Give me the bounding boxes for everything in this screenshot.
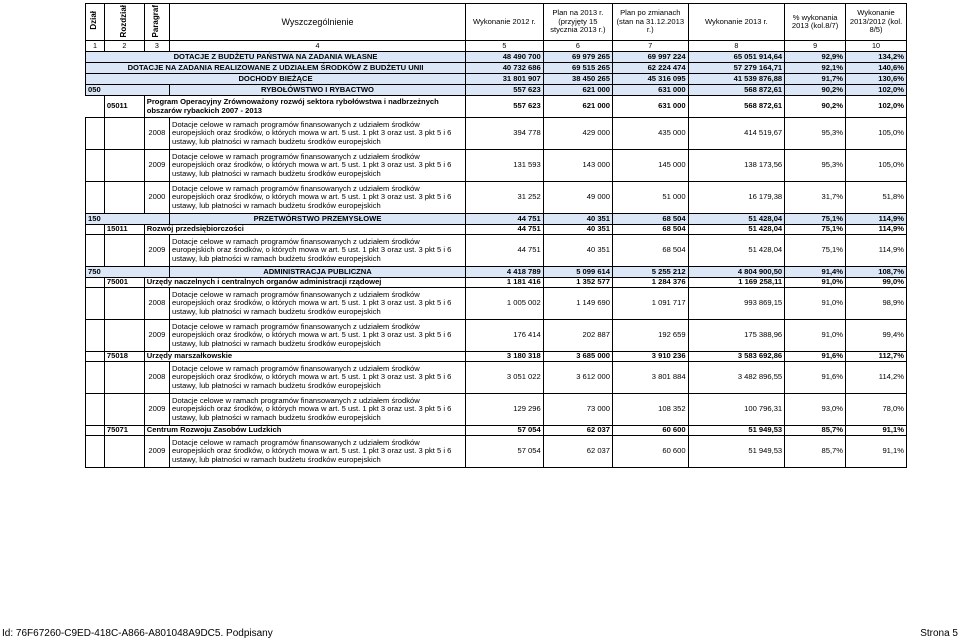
value-plan-po-zmianach: 145 000 bbox=[613, 150, 689, 182]
paragraf-code: 2009 bbox=[144, 394, 169, 426]
value-plan-2013: 38 450 265 bbox=[543, 74, 612, 85]
empty-cell bbox=[86, 288, 105, 320]
value-wykonanie-2013: 41 539 876,88 bbox=[688, 74, 785, 85]
value-dynamika: 114,2% bbox=[846, 362, 907, 394]
column-number: 9 bbox=[785, 41, 846, 52]
header-dynamika: Wykonanie 2013/2012 (kol. 8/5) bbox=[846, 4, 907, 41]
rozdzial-row bbox=[86, 352, 907, 362]
value-wykonanie-2013: 993 869,15 bbox=[688, 288, 785, 320]
value-wykonanie-2013: 3 482 896,55 bbox=[688, 362, 785, 394]
empty-cell bbox=[86, 362, 105, 394]
column-number: 6 bbox=[543, 41, 612, 52]
rozdzial-name: Urzędy marszałkowskie bbox=[144, 352, 465, 362]
value-procent: 85,7% bbox=[785, 426, 846, 436]
summary-label: DOTACJE NA ZADANIA REALIZOWANE Z UDZIAŁEM ŚRODKÓW Z BUDŻETU UNII bbox=[86, 63, 466, 74]
paragraf-code: 2009 bbox=[144, 150, 169, 182]
value-plan-2013: 143 000 bbox=[543, 150, 612, 182]
empty-cell bbox=[104, 394, 144, 426]
column-number-row bbox=[86, 41, 907, 52]
summary-label: DOTACJE Z BUDŻETU PAŃSTWA NA ZADANIA WŁASNE bbox=[86, 52, 466, 63]
value-wykonanie-2012: 40 732 686 bbox=[466, 63, 544, 74]
value-procent: 91,6% bbox=[785, 352, 846, 362]
value-wykonanie-2013: 51 428,04 bbox=[688, 235, 785, 267]
value-plan-2013: 5 099 614 bbox=[543, 267, 612, 278]
paragraf-row bbox=[86, 320, 907, 352]
paragraf-code: 2009 bbox=[144, 235, 169, 267]
value-dynamika: 91,1% bbox=[846, 436, 907, 468]
value-plan-2013: 3 685 000 bbox=[543, 352, 612, 362]
paragraf-description: Dotacje celowe w ramach programów finansowanych z udziałem środków europejskich oraz środków, o których mowa w art. 5 ust. 1 pkt 3 oraz ust. 3 pkt 5 i 6 ustawy, lub płatności w ramach budżetu środków europejskich bbox=[169, 118, 465, 150]
value-procent: 93,0% bbox=[785, 394, 846, 426]
value-plan-2013: 202 887 bbox=[543, 320, 612, 352]
value-plan-2013: 69 979 265 bbox=[543, 52, 612, 63]
header-rozdzial: Rozdział bbox=[104, 4, 144, 41]
empty-cell bbox=[86, 320, 105, 352]
empty-cell bbox=[86, 436, 105, 468]
value-procent: 91,0% bbox=[785, 288, 846, 320]
value-dynamika: 51,8% bbox=[846, 182, 907, 214]
rozdzial-name: Urzędy naczelnych i centralnych organów administracji rządowej bbox=[144, 278, 465, 288]
value-plan-po-zmianach: 62 224 474 bbox=[613, 63, 689, 74]
value-procent: 91,6% bbox=[785, 362, 846, 394]
value-wykonanie-2012: 57 054 bbox=[466, 426, 544, 436]
value-procent: 75,1% bbox=[785, 235, 846, 267]
value-dynamika: 102,0% bbox=[846, 96, 907, 118]
rozdzial-name: Centrum Rozwoju Zasobów Ludzkich bbox=[144, 426, 465, 436]
value-wykonanie-2013: 16 179,38 bbox=[688, 182, 785, 214]
table-body bbox=[86, 52, 907, 468]
dzial-row bbox=[86, 85, 907, 96]
value-plan-2013: 62 037 bbox=[543, 426, 612, 436]
value-wykonanie-2013: 51 949,53 bbox=[688, 436, 785, 468]
value-plan-2013: 621 000 bbox=[543, 85, 612, 96]
column-number: 5 bbox=[466, 41, 544, 52]
paragraf-code: 2009 bbox=[144, 320, 169, 352]
header-paragraf: Paragraf bbox=[144, 4, 169, 41]
value-dynamika: 130,6% bbox=[846, 74, 907, 85]
value-dynamika: 91,1% bbox=[846, 426, 907, 436]
value-plan-po-zmianach: 69 997 224 bbox=[613, 52, 689, 63]
header-wykonanie-2012: Wykonanie 2012 r. bbox=[466, 4, 544, 41]
rozdzial-name: Rozwój przedsiębiorczości bbox=[144, 225, 465, 235]
paragraf-row bbox=[86, 182, 907, 214]
value-dynamika: 112,7% bbox=[846, 352, 907, 362]
value-procent: 75,1% bbox=[785, 214, 846, 225]
dzial-code: 050 bbox=[86, 85, 170, 96]
paragraf-code: 2000 bbox=[144, 182, 169, 214]
value-wykonanie-2012: 44 751 bbox=[466, 235, 544, 267]
paragraf-row bbox=[86, 150, 907, 182]
value-wykonanie-2012: 31 801 907 bbox=[466, 74, 544, 85]
empty-cell bbox=[86, 96, 105, 118]
column-number: 4 bbox=[169, 41, 465, 52]
value-plan-2013: 69 515 265 bbox=[543, 63, 612, 74]
column-number: 3 bbox=[144, 41, 169, 52]
value-dynamika: 114,9% bbox=[846, 235, 907, 267]
value-procent: 92,9% bbox=[785, 52, 846, 63]
value-dynamika: 114,9% bbox=[846, 225, 907, 235]
value-plan-2013: 62 037 bbox=[543, 436, 612, 468]
paragraf-row bbox=[86, 235, 907, 267]
value-procent: 31,7% bbox=[785, 182, 846, 214]
value-procent: 75,1% bbox=[785, 225, 846, 235]
value-dynamika: 99,4% bbox=[846, 320, 907, 352]
empty-cell bbox=[86, 150, 105, 182]
value-plan-po-zmianach: 68 504 bbox=[613, 235, 689, 267]
value-wykonanie-2012: 131 593 bbox=[466, 150, 544, 182]
value-wykonanie-2013: 100 796,31 bbox=[688, 394, 785, 426]
value-wykonanie-2012: 557 623 bbox=[466, 96, 544, 118]
value-plan-2013: 49 000 bbox=[543, 182, 612, 214]
empty-cell bbox=[104, 362, 144, 394]
summary-label: DOCHODY BIEŻĄCE bbox=[86, 74, 466, 85]
value-plan-po-zmianach: 631 000 bbox=[613, 85, 689, 96]
dzial-code: 750 bbox=[86, 267, 170, 278]
value-wykonanie-2013: 3 583 692,86 bbox=[688, 352, 785, 362]
value-wykonanie-2012: 394 778 bbox=[466, 118, 544, 150]
dzial-row bbox=[86, 214, 907, 225]
paragraf-code: 2008 bbox=[144, 118, 169, 150]
empty-cell bbox=[86, 394, 105, 426]
value-plan-po-zmianach: 45 316 095 bbox=[613, 74, 689, 85]
value-wykonanie-2012: 4 418 789 bbox=[466, 267, 544, 278]
paragraf-row bbox=[86, 394, 907, 426]
dzial-name: RYBOŁÓWSTWO I RYBACTWO bbox=[169, 85, 465, 96]
value-wykonanie-2013: 568 872,61 bbox=[688, 85, 785, 96]
paragraf-row bbox=[86, 436, 907, 468]
rozdzial-code: 75001 bbox=[104, 278, 144, 288]
value-wykonanie-2012: 48 490 700 bbox=[466, 52, 544, 63]
value-plan-po-zmianach: 3 910 236 bbox=[613, 352, 689, 362]
rozdzial-code: 05011 bbox=[104, 96, 144, 118]
value-procent: 90,2% bbox=[785, 96, 846, 118]
value-wykonanie-2013: 4 804 900,50 bbox=[688, 267, 785, 278]
value-wykonanie-2013: 414 519,67 bbox=[688, 118, 785, 150]
dzial-name: ADMINISTRACJA PUBLICZNA bbox=[169, 267, 465, 278]
value-wykonanie-2012: 3 180 318 bbox=[466, 352, 544, 362]
dzial-name: PRZETWÓRSTWO PRZEMYSŁOWE bbox=[169, 214, 465, 225]
rozdzial-code: 15011 bbox=[104, 225, 144, 235]
value-plan-2013: 73 000 bbox=[543, 394, 612, 426]
value-dynamika: 134,2% bbox=[846, 52, 907, 63]
budget-table bbox=[85, 3, 907, 468]
value-wykonanie-2012: 176 414 bbox=[466, 320, 544, 352]
empty-cell bbox=[104, 436, 144, 468]
value-plan-2013: 1 149 690 bbox=[543, 288, 612, 320]
value-wykonanie-2012: 129 296 bbox=[466, 394, 544, 426]
value-wykonanie-2012: 57 054 bbox=[466, 436, 544, 468]
column-number: 1 bbox=[86, 41, 105, 52]
empty-cell bbox=[86, 225, 105, 235]
value-wykonanie-2012: 1 005 002 bbox=[466, 288, 544, 320]
paragraf-description: Dotacje celowe w ramach programów finansowanych z udziałem środków europejskich oraz środków, o których mowa w art. 5 ust. 1 pkt 3 oraz ust. 3 pkt 5 i 6 ustawy, lub płatności w ramach budżetu środków europejskich bbox=[169, 394, 465, 426]
paragraf-code: 2008 bbox=[144, 362, 169, 394]
value-dynamika: 114,9% bbox=[846, 214, 907, 225]
value-procent: 91,0% bbox=[785, 320, 846, 352]
value-plan-2013: 621 000 bbox=[543, 96, 612, 118]
value-dynamika: 99,0% bbox=[846, 278, 907, 288]
rozdzial-row bbox=[86, 426, 907, 436]
dzial-row bbox=[86, 267, 907, 278]
header-procent-wykonania: % wykonania 2013 (kol.8/7) bbox=[785, 4, 846, 41]
value-dynamika: 102,0% bbox=[846, 85, 907, 96]
value-plan-po-zmianach: 631 000 bbox=[613, 96, 689, 118]
header-plan-2013: Plan na 2013 r. (przyjęty 15 stycznia 2013 r.) bbox=[543, 4, 612, 41]
value-plan-2013: 40 351 bbox=[543, 214, 612, 225]
value-procent: 95,3% bbox=[785, 118, 846, 150]
value-procent: 91,4% bbox=[785, 267, 846, 278]
value-wykonanie-2012: 557 623 bbox=[466, 85, 544, 96]
empty-cell bbox=[86, 235, 105, 267]
paragraf-row bbox=[86, 288, 907, 320]
value-wykonanie-2012: 31 252 bbox=[466, 182, 544, 214]
header-dzial: Dział bbox=[86, 4, 105, 41]
value-wykonanie-2013: 1 169 258,11 bbox=[688, 278, 785, 288]
paragraf-row bbox=[86, 118, 907, 150]
value-wykonanie-2012: 44 751 bbox=[466, 214, 544, 225]
value-wykonanie-2013: 51 428,04 bbox=[688, 225, 785, 235]
empty-cell bbox=[104, 182, 144, 214]
value-procent: 91,0% bbox=[785, 278, 846, 288]
value-wykonanie-2013: 138 173,56 bbox=[688, 150, 785, 182]
paragraf-description: Dotacje celowe w ramach programów finansowanych z udziałem środków europejskich oraz środków, o których mowa w art. 5 ust. 1 pkt 3 oraz ust. 3 pkt 5 i 6 ustawy, lub płatności w ramach budżetu środków europejskich bbox=[169, 288, 465, 320]
value-plan-po-zmianach: 435 000 bbox=[613, 118, 689, 150]
summary-row bbox=[86, 52, 907, 63]
value-plan-2013: 3 612 000 bbox=[543, 362, 612, 394]
empty-cell bbox=[86, 182, 105, 214]
value-dynamika: 105,0% bbox=[846, 150, 907, 182]
empty-cell bbox=[104, 150, 144, 182]
value-plan-2013: 40 351 bbox=[543, 235, 612, 267]
value-procent: 90,2% bbox=[785, 85, 846, 96]
value-plan-2013: 429 000 bbox=[543, 118, 612, 150]
rozdzial-row bbox=[86, 278, 907, 288]
value-procent: 91,7% bbox=[785, 74, 846, 85]
paragraf-description: Dotacje celowe w ramach programów finansowanych z udziałem środków europejskich oraz środków, o których mowa w art. 5 ust. 1 pkt 3 oraz ust. 3 pkt 5 i 6 ustawy, lub płatności w ramach budżetu środków europejskich bbox=[169, 150, 465, 182]
value-dynamika: 78,0% bbox=[846, 394, 907, 426]
column-number: 10 bbox=[846, 41, 907, 52]
rozdzial-name: Program Operacyjny Zrównoważony rozwój sektora rybołówstwa i nadbrzeżnych obszarów rybackich 2007 - 2013 bbox=[144, 96, 465, 118]
value-plan-po-zmianach: 60 600 bbox=[613, 426, 689, 436]
value-plan-po-zmianach: 51 000 bbox=[613, 182, 689, 214]
value-wykonanie-2013: 65 051 914,64 bbox=[688, 52, 785, 63]
value-wykonanie-2013: 568 872,61 bbox=[688, 96, 785, 118]
value-plan-2013: 1 352 577 bbox=[543, 278, 612, 288]
column-number: 7 bbox=[613, 41, 689, 52]
empty-cell bbox=[104, 235, 144, 267]
paragraf-description: Dotacje celowe w ramach programów finansowanych z udziałem środków europejskich oraz środków, o których mowa w art. 5 ust. 1 pkt 3 oraz ust. 3 pkt 5 i 6 ustawy, lub płatności w ramach budżetu środków europejskich bbox=[169, 235, 465, 267]
document-id-footer: Id: 76F67260-C9ED-418C-A866-A801048A9DC5. Podpisany bbox=[2, 628, 273, 639]
value-plan-po-zmianach: 5 255 212 bbox=[613, 267, 689, 278]
value-plan-po-zmianach: 68 504 bbox=[613, 214, 689, 225]
value-procent: 92,1% bbox=[785, 63, 846, 74]
rozdzial-row bbox=[86, 96, 907, 118]
paragraf-description: Dotacje celowe w ramach programów finansowanych z udziałem środków europejskich oraz środków, o których mowa w art. 5 ust. 1 pkt 3 oraz ust. 3 pkt 5 i 6 ustawy, lub płatności w ramach budżetu środków europejskich bbox=[169, 362, 465, 394]
value-plan-po-zmianach: 68 504 bbox=[613, 225, 689, 235]
empty-cell bbox=[104, 118, 144, 150]
value-wykonanie-2013: 51 428,04 bbox=[688, 214, 785, 225]
value-plan-po-zmianach: 192 659 bbox=[613, 320, 689, 352]
paragraf-code: 2008 bbox=[144, 288, 169, 320]
value-plan-po-zmianach: 60 600 bbox=[613, 436, 689, 468]
column-number: 8 bbox=[688, 41, 785, 52]
paragraf-code: 2009 bbox=[144, 436, 169, 468]
value-plan-po-zmianach: 1 091 717 bbox=[613, 288, 689, 320]
dzial-code: 150 bbox=[86, 214, 170, 225]
page-number: Strona 5 bbox=[920, 628, 958, 639]
empty-cell bbox=[104, 320, 144, 352]
value-dynamika: 98,9% bbox=[846, 288, 907, 320]
value-dynamika: 105,0% bbox=[846, 118, 907, 150]
paragraf-description: Dotacje celowe w ramach programów finansowanych z udziałem środków europejskich oraz środków, o których mowa w art. 5 ust. 1 pkt 3 oraz ust. 3 pkt 5 i 6 ustawy, lub płatności w ramach budżetu środków europejskich bbox=[169, 182, 465, 214]
value-plan-po-zmianach: 108 352 bbox=[613, 394, 689, 426]
value-procent: 85,7% bbox=[785, 436, 846, 468]
header-wyszczegolnienie: Wyszczególnienie bbox=[169, 4, 465, 41]
empty-cell bbox=[86, 352, 105, 362]
rozdzial-row bbox=[86, 225, 907, 235]
empty-cell bbox=[86, 426, 105, 436]
empty-cell bbox=[86, 278, 105, 288]
header-wykonanie-2013: Wykonanie 2013 r. bbox=[688, 4, 785, 41]
rozdzial-code: 75071 bbox=[104, 426, 144, 436]
summary-row bbox=[86, 63, 907, 74]
empty-cell bbox=[86, 118, 105, 150]
summary-row bbox=[86, 74, 907, 85]
value-wykonanie-2012: 3 051 022 bbox=[466, 362, 544, 394]
value-wykonanie-2013: 175 388,96 bbox=[688, 320, 785, 352]
value-plan-2013: 40 351 bbox=[543, 225, 612, 235]
header-plan-po-zmianach: Plan po zmianach (stan na 31.12.2013 r.) bbox=[613, 4, 689, 41]
paragraf-description: Dotacje celowe w ramach programów finansowanych z udziałem środków europejskich oraz środków, o których mowa w art. 5 ust. 1 pkt 3 oraz ust. 3 pkt 5 i 6 ustawy, lub płatności w ramach budżetu środków europejskich bbox=[169, 320, 465, 352]
value-wykonanie-2012: 1 181 416 bbox=[466, 278, 544, 288]
value-wykonanie-2012: 44 751 bbox=[466, 225, 544, 235]
paragraf-row bbox=[86, 362, 907, 394]
paragraf-description: Dotacje celowe w ramach programów finansowanych z udziałem środków europejskich oraz środków, o których mowa w art. 5 ust. 1 pkt 3 oraz ust. 3 pkt 5 i 6 ustawy, lub płatności w ramach budżetu środków europejskich bbox=[169, 436, 465, 468]
value-wykonanie-2013: 57 279 164,71 bbox=[688, 63, 785, 74]
value-plan-po-zmianach: 1 284 376 bbox=[613, 278, 689, 288]
column-number: 2 bbox=[104, 41, 144, 52]
value-dynamika: 140,6% bbox=[846, 63, 907, 74]
value-plan-po-zmianach: 3 801 884 bbox=[613, 362, 689, 394]
value-dynamika: 108,7% bbox=[846, 267, 907, 278]
empty-cell bbox=[104, 288, 144, 320]
value-procent: 95,3% bbox=[785, 150, 846, 182]
value-wykonanie-2013: 51 949,53 bbox=[688, 426, 785, 436]
rozdzial-code: 75018 bbox=[104, 352, 144, 362]
